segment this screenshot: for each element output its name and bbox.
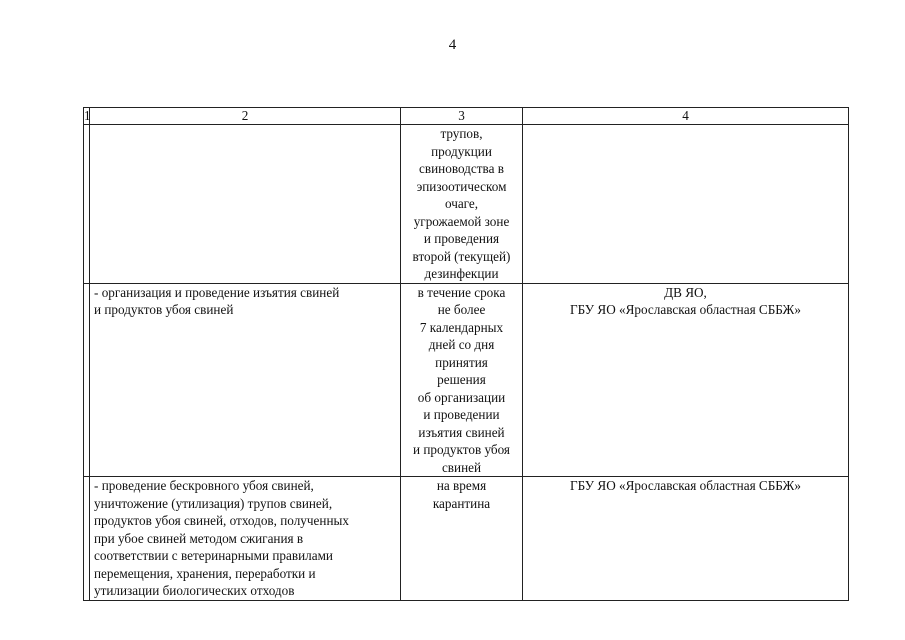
cell-text-line: очаге, — [444, 196, 479, 211]
cell-text-line: перемещения, хранения, переработки и — [94, 565, 316, 581]
cell-text-line: ГБУ ЯО «Ярославская областная СББЖ» — [570, 302, 801, 317]
cell-text-line: и проведения — [423, 231, 500, 246]
table-cell-col3 — [401, 125, 523, 284]
table-row — [84, 283, 849, 477]
cell-text-line: на время — [436, 478, 487, 493]
table-row — [84, 125, 849, 284]
cell-text-line: не более — [437, 302, 486, 317]
cell-text-line: карантина — [432, 495, 491, 511]
cell-text-line: второй (текущей) — [412, 248, 511, 264]
cell-text-line: 7 календарных — [419, 319, 504, 335]
table-row — [84, 477, 849, 601]
cell-text-line: и продуктов убоя — [413, 442, 510, 457]
header-col-1: 1 — [84, 108, 91, 123]
header-col-3: 3 — [401, 108, 523, 125]
cell-text-line: свиноводства в — [419, 161, 504, 176]
header-col-4: 4 — [523, 108, 849, 125]
cell-text-line: соответствии с ветеринарными правилами — [94, 548, 333, 563]
cell-text-line: дней со дня — [428, 337, 495, 352]
cell-text-line: принятия — [435, 354, 488, 370]
table-cell-col2 — [90, 283, 401, 477]
table-cell-col4 — [523, 283, 849, 477]
cell-text-line: ДВ ЯО, — [664, 284, 707, 300]
header-col-2: 2 — [90, 108, 401, 125]
cell-text-line: угрожаемой зоне — [413, 213, 510, 229]
cell-text-line: свиней — [441, 459, 482, 475]
table-cell-col4 — [523, 125, 849, 284]
table-body — [84, 125, 849, 601]
cell-text-line: при убое свиней методом сжигания в — [94, 530, 304, 546]
table-cell-col2 — [90, 125, 401, 284]
cell-text-line: в течение срока — [417, 284, 506, 300]
cell-text-line: и продуктов убоя свиней — [94, 302, 234, 317]
cell-text-line: изъятия свиней — [418, 424, 505, 440]
cell-text-line: дезинфекции — [424, 266, 499, 281]
cell-text-line: об организации — [417, 389, 506, 405]
cell-text-line: продуктов убоя свиней, отходов, полученных — [94, 513, 349, 528]
table-cell-col4 — [523, 477, 849, 601]
table-cell-col3 — [401, 283, 523, 477]
header-row — [84, 108, 849, 125]
cell-text-line: эпизоотическом — [416, 178, 507, 194]
table-cell-col2 — [90, 477, 401, 601]
cell-text-line: - организация и проведение изъятия свиней — [94, 284, 340, 300]
page-number: 4 — [448, 37, 457, 53]
cell-text-line: трупов, — [440, 126, 483, 141]
measures-table — [83, 107, 849, 601]
cell-text-line: - проведение бескровного убоя свиней, — [94, 478, 314, 493]
cell-text-line: уничтожение (утилизация) трупов свиней, — [94, 495, 333, 511]
cell-text-line: и проведении — [423, 407, 500, 422]
table-cell-col3 — [401, 477, 523, 601]
cell-text-line: продукции — [431, 143, 492, 159]
cell-text-line: утилизации биологических отходов — [94, 583, 295, 598]
cell-text-line: решения — [437, 372, 486, 387]
cell-text-line: ГБУ ЯО «Ярославская областная СББЖ» — [570, 478, 801, 493]
